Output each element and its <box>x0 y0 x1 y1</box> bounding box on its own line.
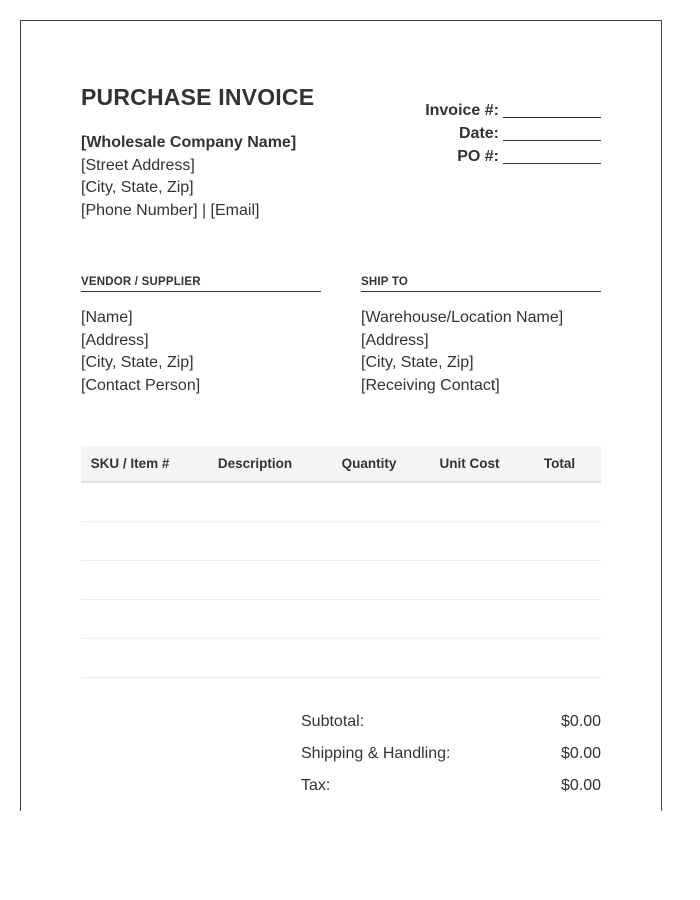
shipping-label: Shipping & Handling: <box>301 745 451 762</box>
vendor-section <box>81 276 321 397</box>
date-row <box>425 120 601 143</box>
company-name: [Wholesale Company Name] <box>81 134 297 151</box>
column-header-total: Total <box>543 456 576 471</box>
company-info <box>81 132 296 222</box>
po-number-field[interactable] <box>503 149 601 164</box>
invoice-title: PURCHASE INVOICE <box>81 84 315 110</box>
company-contact: [Phone Number] | [Email] <box>81 201 260 219</box>
column-header-sku: SKU / Item # <box>90 456 170 471</box>
subtotal-row <box>301 713 601 745</box>
invoice-page <box>20 20 662 811</box>
ship-to-city: [City, State, Zip] <box>361 354 474 371</box>
table-row[interactable] <box>81 483 601 522</box>
line-items-table <box>81 446 601 678</box>
ship-to-address: [Address] <box>361 331 429 349</box>
vendor-header: VENDOR / SUPPLIER <box>81 276 321 292</box>
po-number-row <box>425 143 601 166</box>
ship-to-details <box>361 307 601 397</box>
tax-row <box>301 777 601 809</box>
vendor-contact: [Contact Person] <box>81 376 201 394</box>
po-number-label: PO #: <box>457 148 499 165</box>
ship-to-contact: [Receiving Contact] <box>361 376 500 394</box>
totals-section <box>301 713 601 809</box>
vendor-details <box>81 307 321 397</box>
ship-to-header: SHIP TO <box>361 276 601 292</box>
tax-label: Tax: <box>301 777 331 794</box>
column-header-description: Description <box>217 456 293 471</box>
subtotal-label: Subtotal: <box>301 713 365 730</box>
shipping-row <box>301 745 601 777</box>
table-row[interactable] <box>81 600 601 639</box>
table-row[interactable] <box>81 522 601 561</box>
company-city: [City, State, Zip] <box>81 179 194 196</box>
date-label: Date: <box>458 125 499 142</box>
invoice-number-label: Invoice #: <box>425 102 499 119</box>
vendor-address: [Address] <box>81 331 149 349</box>
subtotal-value: $0.00 <box>560 713 601 730</box>
column-header-unit-cost: Unit Cost <box>439 456 500 471</box>
company-street: [Street Address] <box>81 156 195 174</box>
shipping-value: $0.00 <box>560 745 601 762</box>
invoice-meta <box>425 97 601 166</box>
invoice-number-field[interactable] <box>503 103 601 118</box>
tax-value: $0.00 <box>560 777 601 794</box>
column-header-quantity: Quantity <box>341 456 397 471</box>
vendor-city: [City, State, Zip] <box>81 354 194 371</box>
table-row[interactable] <box>81 639 601 678</box>
table-row[interactable] <box>81 561 601 600</box>
invoice-number-row <box>425 97 601 120</box>
date-field[interactable] <box>503 126 601 141</box>
vendor-name: [Name] <box>81 309 133 326</box>
table-header <box>81 446 601 483</box>
ship-to-location: [Warehouse/Location Name] <box>361 309 564 326</box>
ship-to-section <box>361 276 601 397</box>
